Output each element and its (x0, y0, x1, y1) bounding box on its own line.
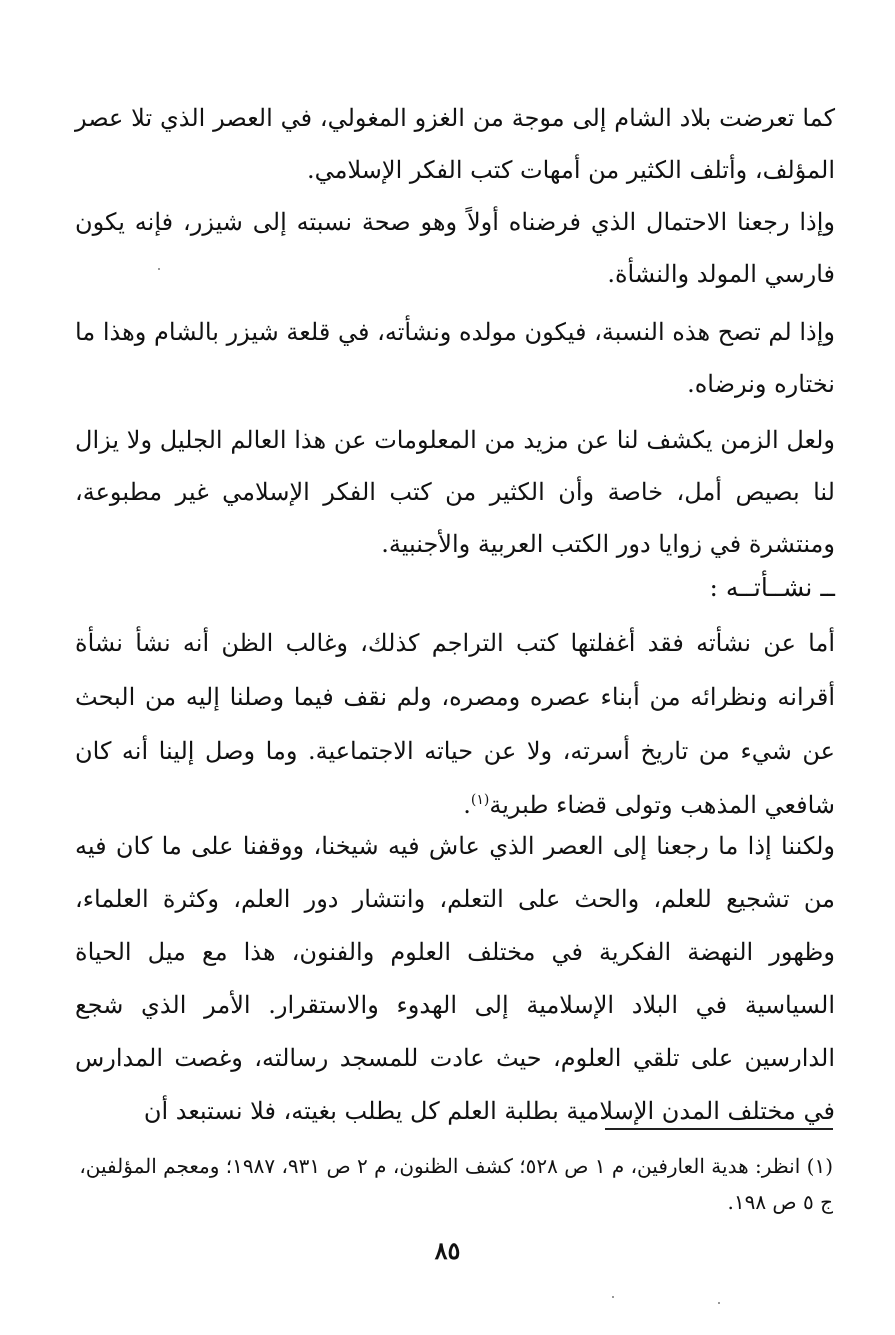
scan-speck (612, 1296, 614, 1298)
upbringing-text: أما عن نشأته فقد أغفلتها كتب التراجم كذلك، وغالب الظن أنه نشأ نشأة أقرانه ونظرائه من أبناء عصره ومصره، ولم نقف فيما وصلنا إليه من البحث عن شيء من تاريخ أسرته، ولا عن حياته الاجتماعية. وما وصل إلينا أنه كان شافعي المذهب وتولى قضاء طبرية (75, 629, 835, 819)
footnote: (١) انظر: هدية العارفين، م ١ ص ٥٢٨؛ كشف الظنون، م ٢ ص ٩٣١، ١٩٨٧؛ ومعجم المؤلفين، ج ٥ ص ١٩٨. (79, 1154, 833, 1214)
paragraph-shayzar-castle: وإذا لم تصح هذه النسبة، فيكون مولده ونشأته، في قلعة شيزر بالشام وهذا ما نختاره ونرضاه. (75, 318, 835, 398)
paragraph-upbringing (75, 616, 835, 832)
scan-speck (718, 1302, 720, 1304)
paragraph-mongol-invasion: كما تعرضت بلاد الشام إلى موجة من الغزو المغولي، في العصر الذي تلا عصر المؤلف، وأتلف الكثير من أمهات كتب الفكر الإسلامي. (75, 104, 835, 184)
footnote-marker[interactable]: (١) (470, 792, 490, 808)
page-number: ٨٥ (434, 1236, 461, 1265)
footnote-divider (605, 1128, 833, 1130)
scan-speck (158, 268, 160, 270)
section-heading: ــ نشــأتــه : (709, 573, 835, 602)
paragraph-hope-manuscripts: ولعل الزمن يكشف لنا عن مزيد من المعلومات عن هذا العالم الجليل ولا يزال لنا بصيص أمل، خاصة وأن الكثير من كتب الفكر الإسلامي غير مطبوعة، ومنتشرة في زوايا دور الكتب العربية والأجنبية. (75, 426, 836, 558)
paragraph-shayzar-persian: وإذا رجعنا الاحتمال الذي فرضناه أولاً وهو صحة نسبته إلى شيزر، فإنه يكون فارسي المولد والنشأة. (75, 208, 835, 288)
upbringing-text-end: . (463, 791, 471, 819)
paragraph-era-of-learning: ولكننا إذا ما رجعنا إلى العصر الذي عاش فيه شيخنا، ووقفنا على ما كان فيه من تشجيع للعلم، والحث على التعلم، وانتشار دور العلم، وكثرة العلماء، وظهور النهضة الفكرية في مختلف العلوم والفنون، هذا مع ميل الحياة السياسية في البلاد الإسلامية إلى الهدوء والاستقرار. الأمر الذي شجع الدارسين على تلقي العلوم، حيث عادت للمسجد رسالته، وغصت المدارس في مختلف المدن الإسلامية بطلبة العلم كل يطلب بغيته، فلا نستبعد أن (75, 832, 835, 1125)
